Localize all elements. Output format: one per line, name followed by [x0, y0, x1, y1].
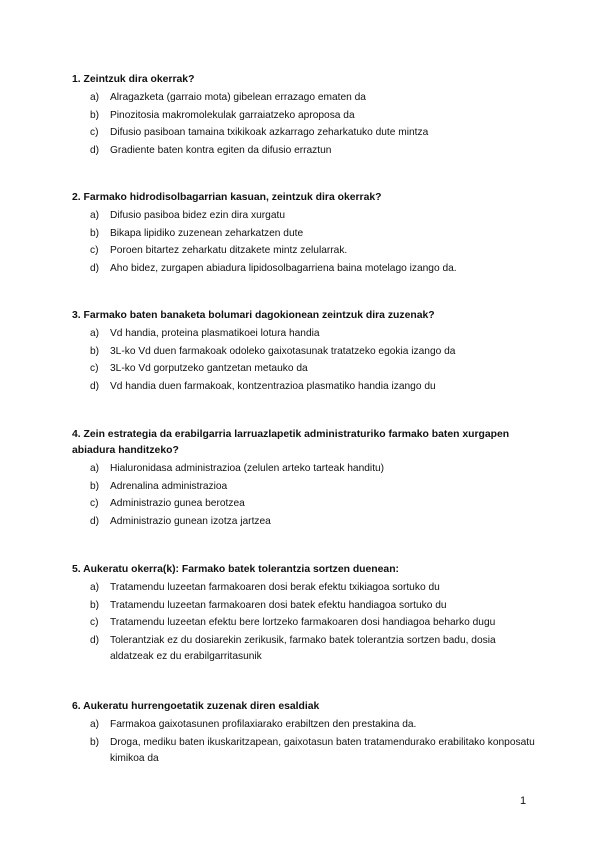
- option-item: [72, 580, 542, 596]
- option-letter: a): [90, 463, 100, 474]
- option-list: [72, 90, 542, 159]
- option-text: Vd handia, proteina plasmatikoei lotura handia: [110, 328, 320, 339]
- option-text: Tratamendu luzeetan farmakoaren dosi berak efektu txikiagoa sortuko du: [110, 582, 440, 593]
- option-item: [72, 361, 542, 377]
- question-title: 6. Aukeratu hurrengoetatik zuzenak diren esaldiak: [72, 701, 320, 712]
- option-letter: b): [90, 480, 100, 492]
- option-item: [72, 717, 542, 733]
- option-item: [72, 243, 542, 259]
- option-text: Tratamendu luzeetan farmakoaren dosi batek efektu handiagoa sortuko du: [110, 599, 447, 611]
- question-1: [72, 72, 542, 160]
- option-letter: b): [90, 109, 100, 121]
- option-letter: a): [90, 210, 100, 221]
- option-text: Gradiente baten kontra egiten da difusio erraztun: [110, 144, 332, 156]
- option-letter: a): [90, 92, 100, 103]
- option-item: [72, 514, 542, 530]
- option-text: Tolerantziak ez du dosiarekin zerikusik, farmako batek tolerantzia sortzen badu, dosia aldatzeak ez du erabilgarritasunik: [110, 634, 496, 662]
- option-item: [72, 496, 542, 512]
- question-title: 4. Zein estrategia da erabilgarria larruazlapetik administraturiko farmako baten xurgapen abiadura handitzeko?: [72, 429, 510, 456]
- option-letter: d): [90, 144, 100, 156]
- option-list: [72, 580, 542, 665]
- option-letter: a): [90, 582, 100, 593]
- option-letter: a): [90, 328, 100, 339]
- option-item: [72, 261, 542, 277]
- question-title: 3. Farmako baten banaketa bolumari dagokionean zeintzuk dira zuzenak?: [72, 310, 435, 321]
- option-item: [72, 379, 542, 395]
- option-letter: c): [90, 245, 99, 257]
- question-6: [72, 699, 542, 768]
- option-letter: c): [90, 363, 99, 375]
- option-list: [72, 461, 542, 530]
- option-letter: c): [90, 498, 99, 510]
- option-text: Aho bidez, zurgapen abiadura lipidosolbagarriena baina motelago izango da.: [110, 262, 457, 274]
- option-text: Tratamendu luzeetan efektu bere lortzeko farmakoaren dosi handiagoa beharko dugu: [110, 617, 496, 629]
- option-letter: b): [90, 599, 100, 611]
- option-letter: b): [90, 345, 100, 357]
- option-letter: d): [90, 515, 100, 527]
- option-letter: c): [90, 617, 99, 629]
- option-item: [72, 479, 542, 495]
- option-text: Bikapa lipidiko zuzenean zeharkatzen dute: [110, 227, 304, 239]
- option-text: Droga, mediku baten ikuskaritzapean, gaixotasun baten tratamendurako erabilitako konposatu kimikoa da: [110, 736, 535, 764]
- option-text: Hialuronidasa administrazioa (zelulen arteko tarteak handitu): [110, 463, 385, 474]
- option-text: Vd handia duen farmakoak, kontzentrazioa plasmatiko handia izango du: [110, 380, 436, 392]
- option-text: 3L-ko Vd duen farmakoak odoleko gaixotasunak tratatzeko egokia izango da: [110, 345, 456, 357]
- option-list: [72, 717, 542, 767]
- option-letter: a): [90, 719, 100, 730]
- option-item: [72, 90, 542, 106]
- option-letter: b): [90, 227, 100, 239]
- option-item: [72, 326, 542, 342]
- option-item: [72, 633, 542, 665]
- option-item: [72, 615, 542, 631]
- option-item: [72, 598, 542, 614]
- option-text: Difusio pasiboan tamaina txikikoak azkarrago zeharkatuko dute mintza: [110, 127, 429, 139]
- option-text: Pinozitosia makromolekulak garraiatzeko aproposa da: [110, 109, 355, 121]
- question-title: 1. Zeintzuk dira okerrak?: [72, 74, 195, 85]
- option-text: Poroen bitartez zeharkatu ditzakete mintz zelularrak.: [110, 245, 348, 257]
- question-title: 2. Farmako hidrodisolbagarrian kasuan, zeintzuk dira okerrak?: [72, 192, 382, 203]
- option-text: Administrazio gunea berotzea: [110, 498, 245, 510]
- option-item: [72, 208, 542, 224]
- question-5: [72, 562, 542, 666]
- option-text: Farmakoa gaixotasunen profilaxiarako erabiltzen den prestakina da.: [110, 719, 417, 730]
- option-letter: c): [90, 127, 99, 139]
- option-text: Alragazketa (garraio mota) gibelean errazago ematen da: [110, 92, 366, 103]
- question-4: [72, 427, 542, 531]
- question-3: [72, 308, 542, 396]
- option-item: [72, 143, 542, 159]
- option-list: [72, 208, 542, 277]
- option-text: 3L-ko Vd gorputzeko gantzetan metauko da: [110, 363, 308, 375]
- option-letter: b): [90, 736, 100, 748]
- option-item: [72, 461, 542, 477]
- question-title: 5. Aukeratu okerra(k): Farmako batek tolerantzia sortzen duenean:: [72, 564, 400, 575]
- question-2: [72, 190, 542, 278]
- option-item: [72, 108, 542, 124]
- page-number: 1: [520, 795, 527, 807]
- option-text: Administrazio gunean izotza jartzea: [110, 515, 271, 527]
- option-item: [72, 735, 542, 767]
- option-item: [72, 125, 542, 141]
- option-item: [72, 226, 542, 242]
- option-text: Difusio pasiboa bidez ezin dira xurgatu: [110, 210, 285, 221]
- option-text: Adrenalina administrazioa: [110, 480, 228, 492]
- option-letter: d): [90, 380, 100, 392]
- option-item: [72, 344, 542, 360]
- option-letter: d): [90, 634, 100, 646]
- option-letter: d): [90, 262, 100, 274]
- option-list: [72, 326, 542, 395]
